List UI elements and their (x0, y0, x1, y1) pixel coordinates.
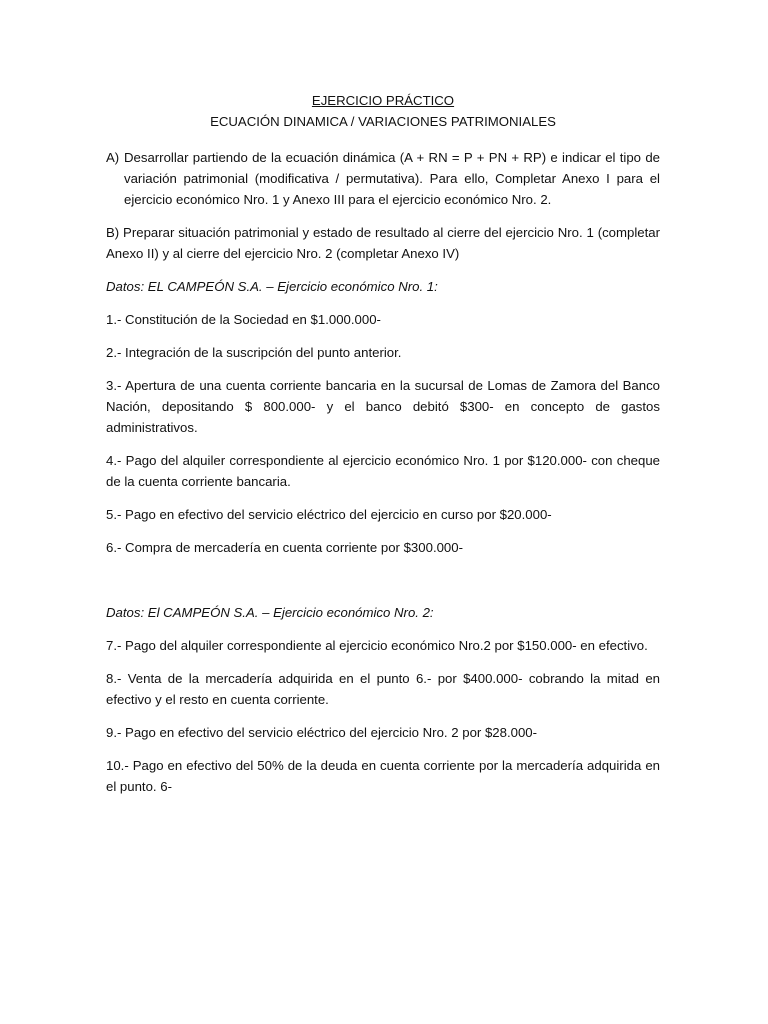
section1-item-4: 4.- Pago del alquiler correspondiente al ejercicio económico Nro. 1 por $120.000- con cheque de la cuenta corriente bancaria. (106, 453, 660, 489)
section2-header: Datos: El CAMPEÓN S.A. – Ejercicio económico Nro. 2: (106, 605, 434, 620)
section1-item-3: 3.- Apertura de una cuenta corriente bancaria en la sucursal de Lomas de Zamora del Banco Nación, depositando $ 800.000- y el banco debitó $300- en concepto de gastos administrativos. (106, 378, 660, 435)
document-subtitle: ECUACIÓN DINAMICA / VARIACIONES PATRIMONIALES (210, 114, 556, 129)
instruction-a-letter: A) (106, 150, 120, 165)
section1-item-1: 1.- Constitución de la Sociedad en $1.000.000- (106, 312, 381, 327)
section1-item-2: 2.- Integración de la suscripción del punto anterior. (106, 345, 402, 360)
instruction-a-text: Desarrollar partiendo de la ecuación dinámica (A + RN = P + PN + RP) e indicar el tipo de variación patrimonial (modificativa / permutativa). Para ello, Completar Anexo I para el ejercicio económico Nro. 1 y Anexo III para el ejercicio económico Nro. 2. (124, 150, 660, 207)
section2-item-7: 7.- Pago del alquiler correspondiente al ejercicio económico Nro.2 por $150.000- en efectivo. (106, 638, 648, 653)
section2-item-10: 10.- Pago en efectivo del 50% de la deuda en cuenta corriente por la mercadería adquirida en el punto. 6- (106, 758, 660, 794)
section2-item-8: 8.- Venta de la mercadería adquirida en el punto 6.- por $400.000- cobrando la mitad en efectivo y el resto en cuenta corriente. (106, 671, 660, 707)
instruction-a (106, 147, 660, 210)
section1-item-5: 5.- Pago en efectivo del servicio eléctrico del ejercicio en curso por $20.000- (106, 507, 552, 522)
instruction-b: B) Preparar situación patrimonial y estado de resultado al cierre del ejercicio Nro. 1 (completar Anexo II) y al cierre del ejercicio Nro. 2 (completar Anexo IV) (106, 225, 660, 261)
section1-header: Datos: EL CAMPEÓN S.A. – Ejercicio económico Nro. 1: (106, 279, 438, 294)
section-spacer (106, 570, 660, 602)
section2-item-9: 9.- Pago en efectivo del servicio eléctrico del ejercicio Nro. 2 por $28.000- (106, 725, 538, 740)
document-body (106, 90, 660, 809)
document-title: EJERCICIO PRÁCTICO (311, 93, 455, 108)
section1-item-6: 6.- Compra de mercadería en cuenta corriente por $300.000- (106, 540, 463, 555)
